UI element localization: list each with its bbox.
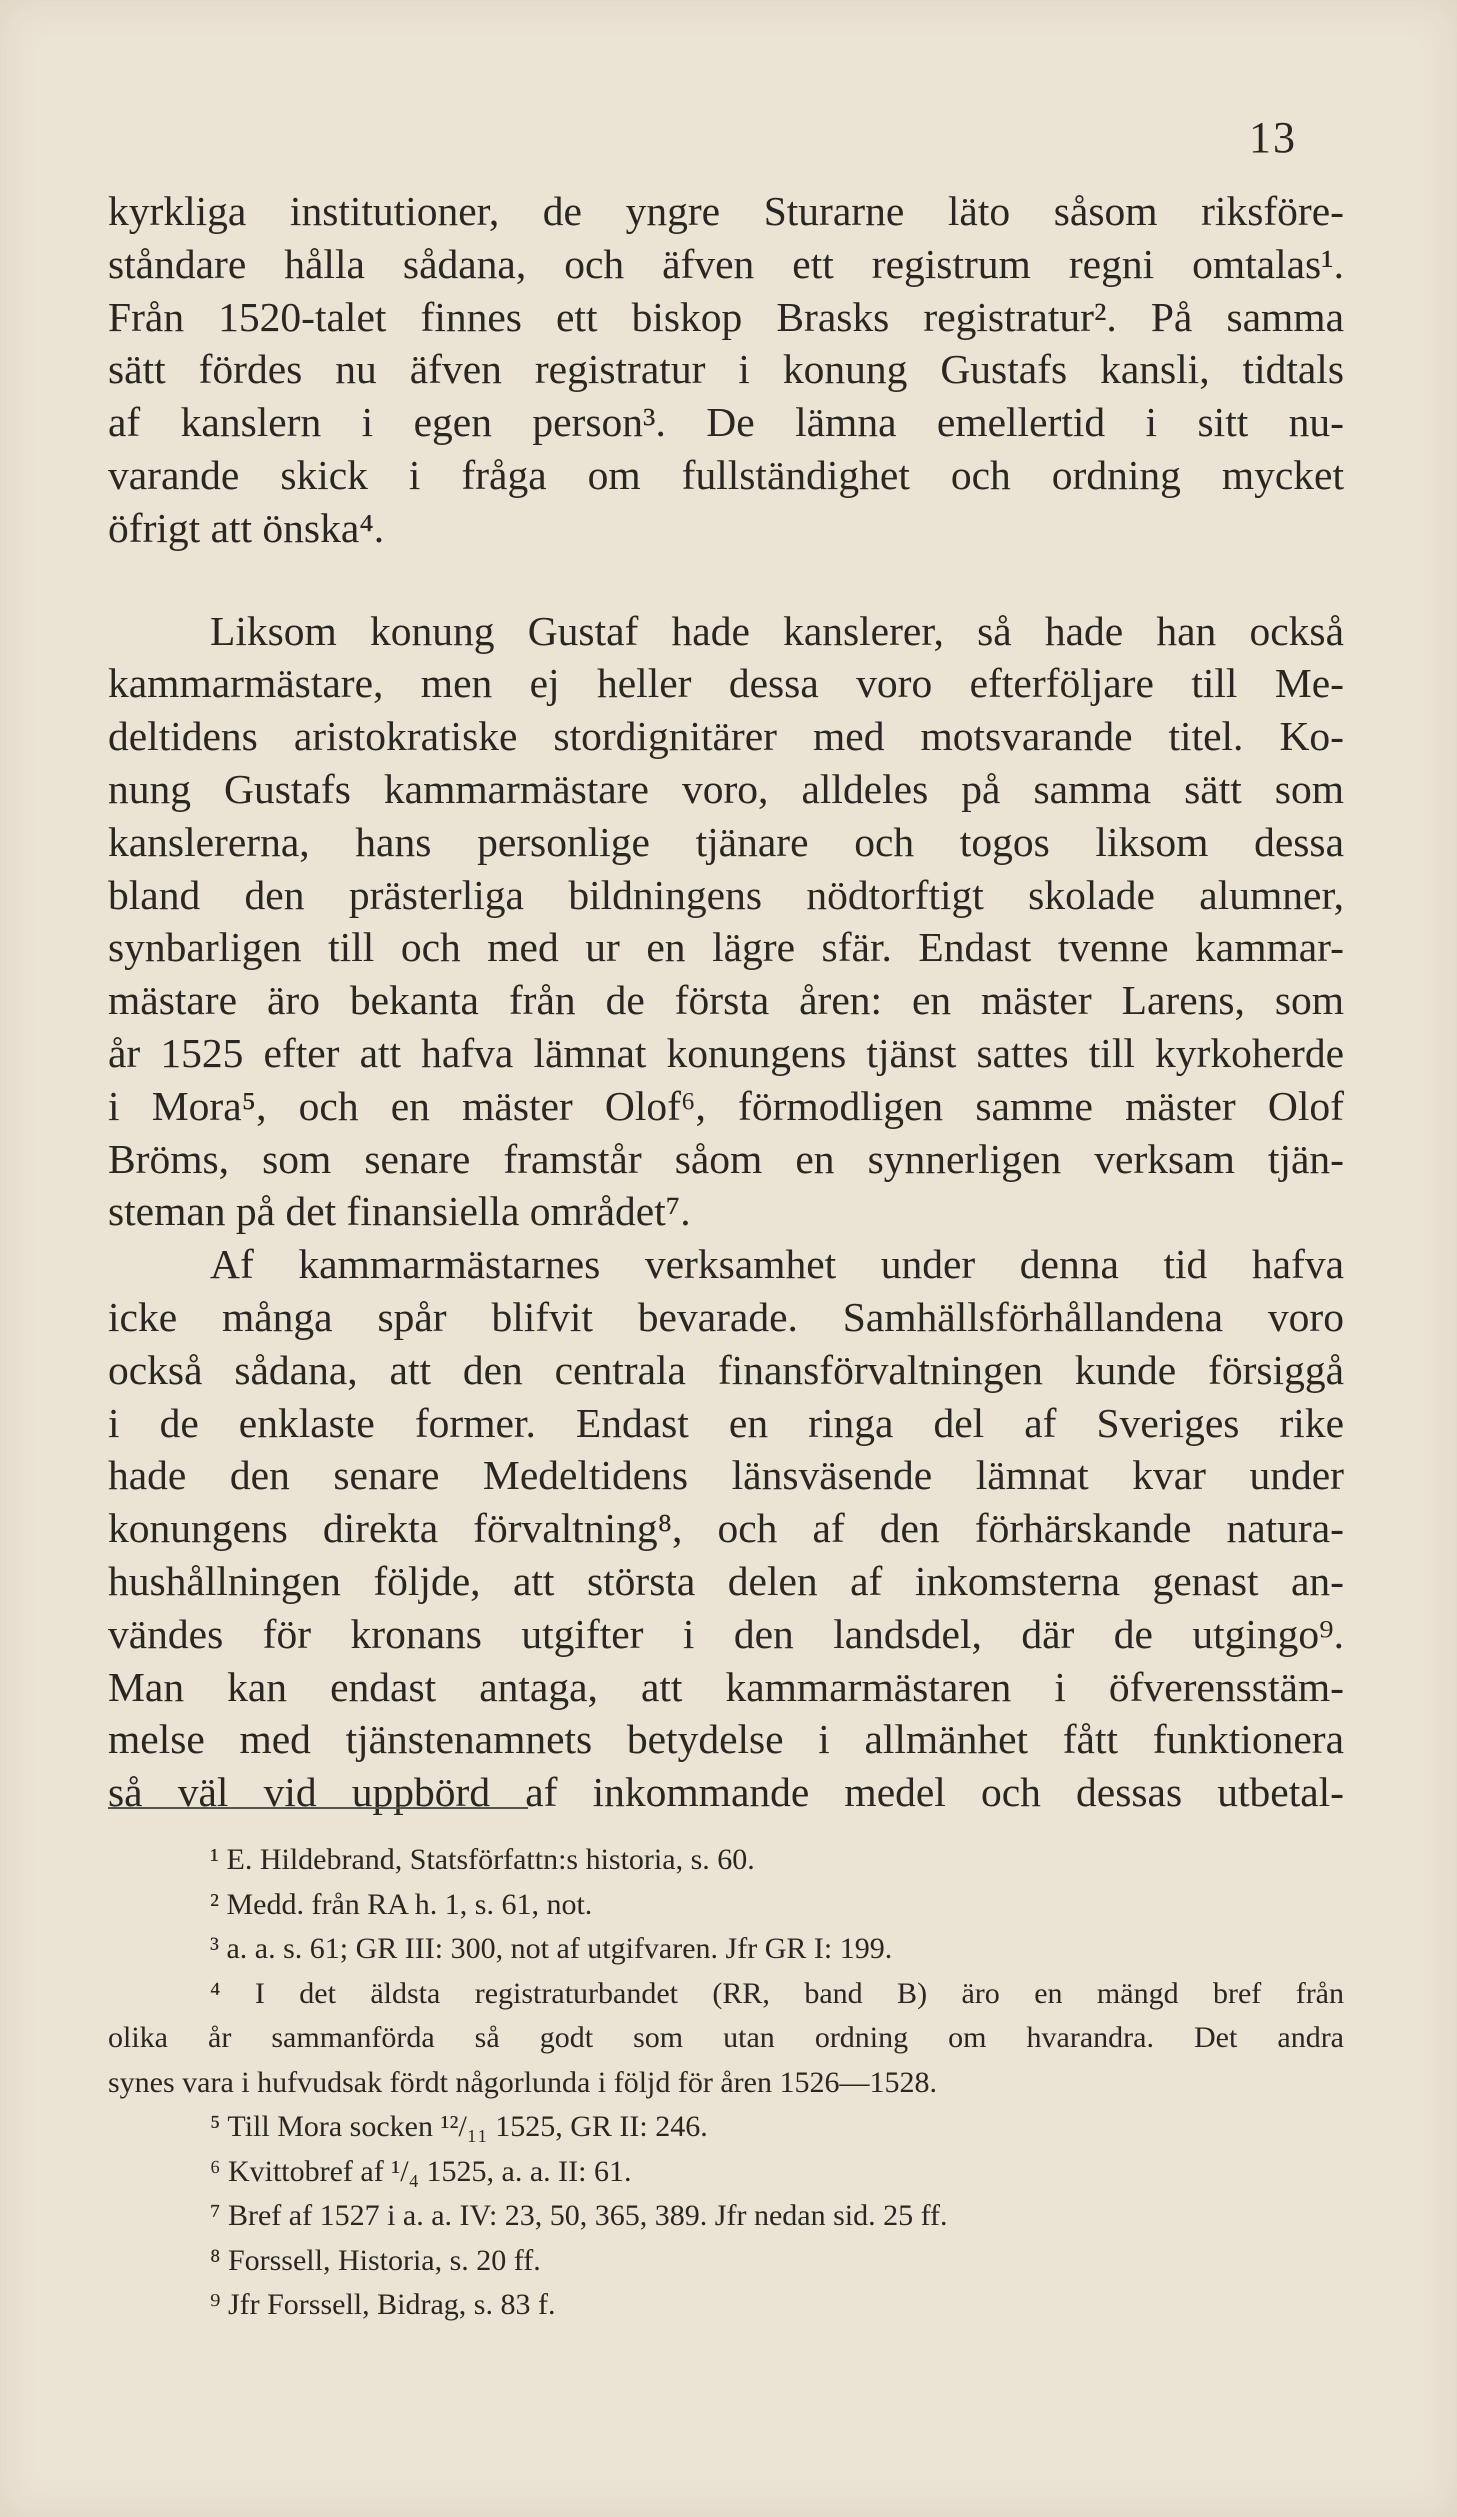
text-line: Af kammarmästarnes verksamhet under denna tid hafva xyxy=(210,1241,1344,1288)
text-line: sätt fördes nu äfven registratur i konung Gustafs kansli, tidtals xyxy=(108,346,1344,393)
text-line: konungens direkta förvaltning⁸, och af den förhärskande natura- xyxy=(108,1505,1344,1552)
footnote: ² Medd. från RA h. 1, s. 61, not. xyxy=(210,1887,593,1921)
main-text xyxy=(108,185,1344,1819)
text-line: varande skick i fråga om fullständighet och ordning mycket xyxy=(108,451,1344,498)
footnote: ¹ E. Hildebrand, Statsförfattn:s historia, s. 60. xyxy=(210,1843,755,1876)
text-line: vändes för kronans utgifter i den landsdel, där de utgingo⁹. xyxy=(108,1610,1344,1657)
text-line: kanslererna, hans personlige tjänare och togos liksom dessa xyxy=(108,818,1344,865)
text-line: så väl vid uppbörd af inkommande medel och dessas utbetal- xyxy=(108,1769,1344,1816)
text-line: bland den prästerliga bildningens nödtorftigt skolade alumner, xyxy=(108,871,1344,918)
footnote: ⁶ Kvittobref af ¹/₄ 1525, a. a. II: 61. xyxy=(210,2154,632,2188)
text-line: i de enklaste former. Endast en ringa del af Sveriges rike xyxy=(108,1399,1344,1446)
footnote: ⁴ I det äldsta registraturbandet (RR, band B) äro en mängd bref från xyxy=(210,1976,1344,2010)
text-line: öfrigt att önska⁴. xyxy=(108,504,385,551)
text-line: synbarligen till och med ur en lägre sfär. Endast tvenne kammar- xyxy=(108,924,1344,971)
footnote: ⁷ Bref af 1527 i a. a. IV: 23, 50, 365, 389. Jfr nedan sid. 25 ff. xyxy=(210,2199,948,2232)
text-line: ståndare hålla sådana, och äfven ett registrum regni omtalas¹. xyxy=(108,240,1344,287)
text-line: hushållningen följde, att största delen af inkomsterna genast an- xyxy=(108,1557,1344,1604)
text-line: Liksom konung Gustaf hade kanslerer, så hade han också xyxy=(210,607,1344,654)
text-line: melse med tjänstenamnets betydelse i allmänhet fått funktionera xyxy=(108,1716,1344,1763)
text-line: steman på det finansiella området⁷. xyxy=(108,1188,691,1235)
footnote-continuation: synes vara i hufvudsak fördt någorlunda i följd för åren 1526—1528. xyxy=(108,2065,937,2099)
text-line: kammarmästare, men ej heller dessa voro efterföljare till Me- xyxy=(108,660,1344,707)
text-line: deltidens aristokratiske stordignitärer med motsvarande titel. Ko- xyxy=(108,713,1344,760)
text-line: af kanslern i egen person³. De lämna emellertid i sitt nu- xyxy=(108,399,1344,446)
text-line: hade den senare Medeltidens länsväsende lämnat kvar under xyxy=(108,1452,1344,1499)
footnote: ⁸ Forssell, Historia, s. 20 ff. xyxy=(210,2243,541,2277)
footnote-rule xyxy=(108,1807,528,1809)
text-line: Man kan endast antaga, att kammarmästaren i öfverensstäm- xyxy=(108,1663,1344,1710)
text-line: nung Gustafs kammarmästare voro, alldeles på samma sätt som xyxy=(108,765,1344,812)
footnote: ⁹ Jfr Forssell, Bidrag, s. 83 f. xyxy=(210,2288,556,2321)
text-line: Bröms, som senare framstår såom en synnerligen verksam tjän- xyxy=(108,1135,1344,1182)
text-line: också sådana, att den centrala finansförvaltningen kunde försiggå xyxy=(108,1346,1344,1393)
footnotes xyxy=(108,1838,1344,2328)
footnote: ⁵ Till Mora socken ¹²/₁₁ 1525, GR II: 246. xyxy=(210,2110,708,2143)
text-line: mästare äro bekanta från de första åren: en mäster Larens, som xyxy=(108,977,1344,1024)
paragraph-gap xyxy=(108,555,1344,605)
text-line: icke många spår blifvit bevarade. Samhällsförhållandena voro xyxy=(108,1293,1344,1340)
footnote: ³ a. a. s. 61; GR III: 300, not af utgifvaren. Jfr GR I: 199. xyxy=(210,1932,893,1965)
footnote-continuation: olika år sammanförda så godt som utan ordning om hvarandra. Det andra xyxy=(108,2021,1344,2054)
text-line: år 1525 efter att hafva lämnat konungens tjänst sattes till kyrkoherde xyxy=(108,1029,1344,1076)
text-line: Från 1520-talet finnes ett biskop Brasks registratur². På samma xyxy=(108,293,1344,340)
page-number: 13 xyxy=(1249,113,1297,162)
text-line: i Mora⁵, och en mäster Olof⁶, förmodligen samme mäster Olof xyxy=(108,1082,1344,1129)
text-line: kyrkliga institutioner, de yngre Sturarne läto såsom riksföre- xyxy=(108,188,1344,234)
